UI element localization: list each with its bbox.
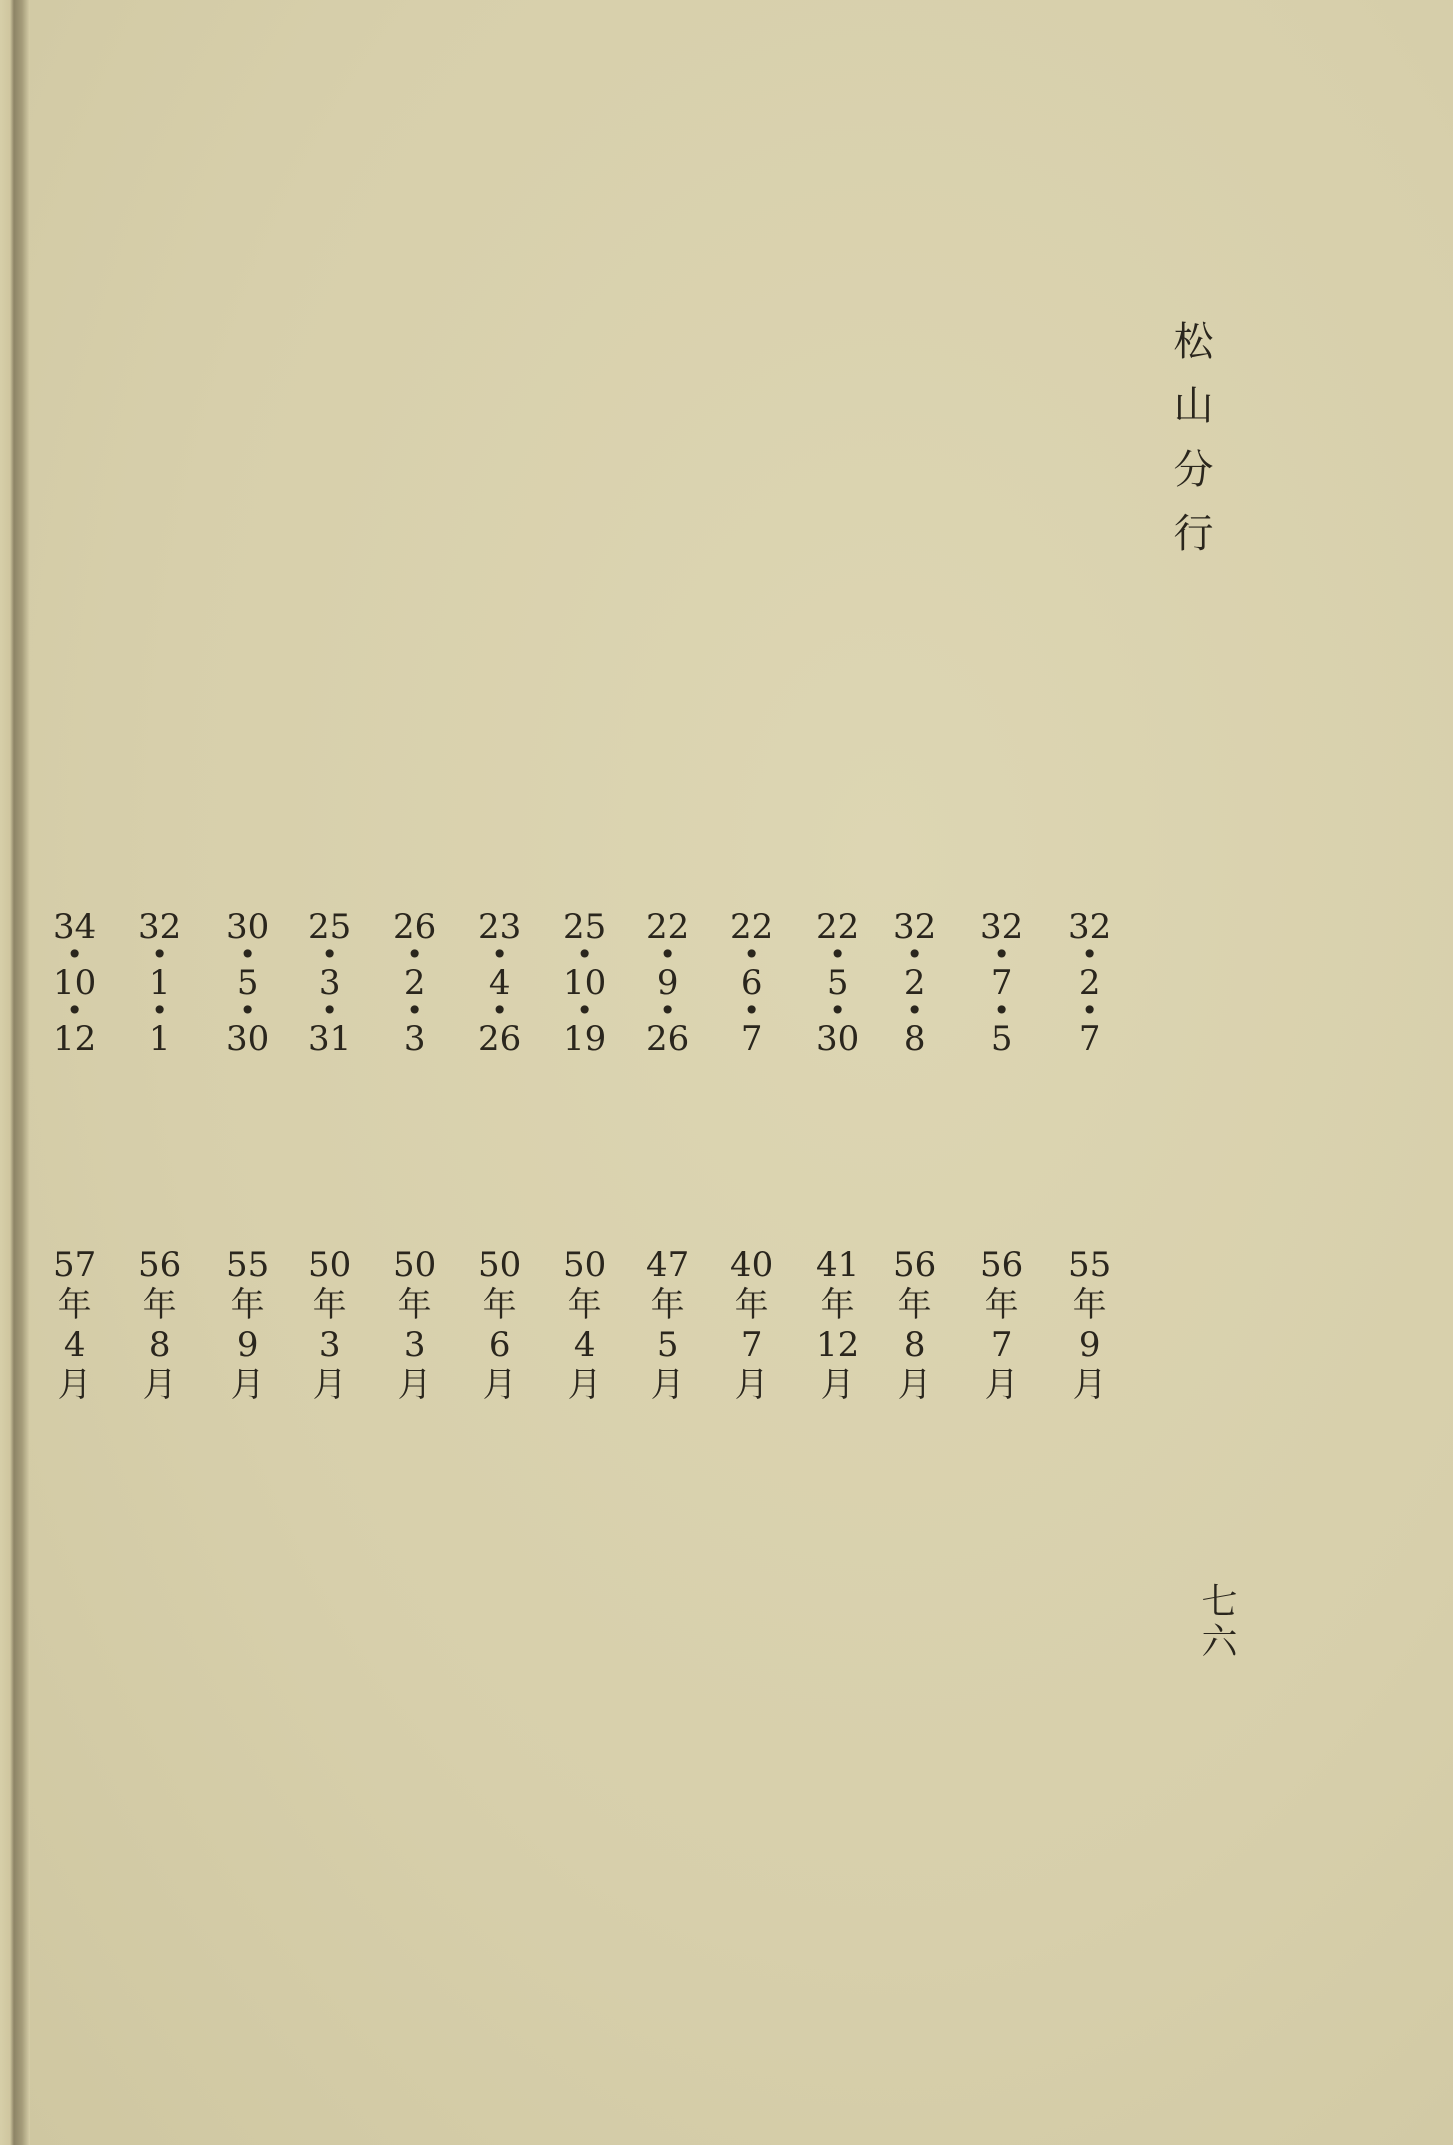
birth-date-part: 3 <box>318 963 341 1003</box>
birth-date <box>53 907 97 1059</box>
date-separator-dot: • <box>993 994 1010 1027</box>
birth-date-part: 26 <box>646 1019 690 1059</box>
birth-date <box>563 907 607 1059</box>
birth-date-part: 30 <box>226 1019 270 1059</box>
year-suffix: 年 <box>230 1285 265 1325</box>
birth-date-part: 2 <box>1078 963 1101 1003</box>
document-page <box>30 0 1453 2145</box>
month-suffix: 月 <box>897 1365 932 1405</box>
join-year: 47 <box>646 1245 690 1285</box>
join-month: 12 <box>816 1325 860 1365</box>
join-date <box>308 1245 351 1405</box>
date-separator-dot: • <box>151 994 168 1027</box>
year-suffix: 年 <box>734 1285 769 1325</box>
birth-date-part: 1 <box>148 1019 171 1059</box>
join-month: 5 <box>656 1325 679 1365</box>
month-suffix: 月 <box>734 1365 769 1405</box>
join-year: 50 <box>478 1245 522 1285</box>
year-suffix: 年 <box>650 1285 685 1325</box>
birth-date-part: 30 <box>816 1019 860 1059</box>
join-year: 41 <box>816 1245 860 1285</box>
join-year: 40 <box>730 1245 774 1285</box>
date-separator-dot: • <box>576 994 593 1027</box>
date-separator-dot: • <box>829 938 846 971</box>
join-year: 56 <box>893 1245 937 1285</box>
birth-date-part: 32 <box>980 907 1024 947</box>
birth-date-part: 5 <box>990 1019 1013 1059</box>
birth-date <box>980 907 1024 1059</box>
date-separator-dot: • <box>406 994 423 1027</box>
date-separator-dot: • <box>491 938 508 971</box>
year-suffix: 年 <box>312 1285 347 1325</box>
join-year: 56 <box>980 1245 1024 1285</box>
birth-date-part: 3 <box>403 1019 426 1059</box>
join-month: 9 <box>236 1325 259 1365</box>
join-date <box>226 1245 269 1405</box>
birth-date-part: 22 <box>816 907 860 947</box>
birth-date-part: 10 <box>53 963 97 1003</box>
join-month: 3 <box>318 1325 341 1365</box>
year-suffix: 年 <box>820 1285 855 1325</box>
birth-date-part: 32 <box>138 907 182 947</box>
join-date <box>1068 1245 1111 1405</box>
birth-date <box>478 907 522 1059</box>
join-date <box>563 1245 606 1405</box>
date-separator-dot: • <box>993 938 1010 971</box>
date-separator-dot: • <box>151 938 168 971</box>
date-separator-dot: • <box>659 994 676 1027</box>
join-date <box>138 1245 181 1405</box>
date-separator-dot: • <box>66 938 83 971</box>
birth-date-part: 22 <box>646 907 690 947</box>
birth-date-part: 30 <box>226 907 270 947</box>
year-suffix: 年 <box>482 1285 517 1325</box>
birth-date-part: 7 <box>990 963 1013 1003</box>
join-date <box>393 1245 436 1405</box>
birth-date-part: 22 <box>730 907 774 947</box>
page-number: 七六 <box>1196 1582 1237 1662</box>
date-separator-dot: • <box>743 938 760 971</box>
month-suffix: 月 <box>230 1365 265 1405</box>
birth-date-part: 9 <box>656 963 679 1003</box>
date-separator-dot: • <box>406 938 423 971</box>
birth-date-part: 4 <box>488 963 511 1003</box>
birth-date-part: 12 <box>53 1019 97 1059</box>
month-suffix: 月 <box>397 1365 432 1405</box>
join-date <box>980 1245 1023 1405</box>
birth-date-part: 23 <box>478 907 522 947</box>
date-separator-dot: • <box>659 938 676 971</box>
year-suffix: 年 <box>984 1285 1019 1325</box>
join-date <box>816 1245 859 1405</box>
birth-date-part: 2 <box>403 963 426 1003</box>
birth-date-part: 2 <box>903 963 926 1003</box>
year-suffix: 年 <box>567 1285 602 1325</box>
date-separator-dot: • <box>829 994 846 1027</box>
date-separator-dot: • <box>491 994 508 1027</box>
month-suffix: 月 <box>820 1365 855 1405</box>
birth-date-part: 25 <box>563 907 607 947</box>
date-separator-dot: • <box>743 994 760 1027</box>
birth-date <box>1068 907 1112 1059</box>
join-month: 7 <box>990 1325 1013 1365</box>
birth-date-part: 5 <box>236 963 259 1003</box>
birth-date <box>816 907 860 1059</box>
birth-date <box>138 907 182 1059</box>
join-month: 6 <box>488 1325 511 1365</box>
birth-date-part: 6 <box>740 963 763 1003</box>
join-month: 8 <box>148 1325 171 1365</box>
birth-date <box>646 907 690 1059</box>
join-year: 56 <box>138 1245 182 1285</box>
birth-date-part: 34 <box>53 907 97 947</box>
date-separator-dot: • <box>1081 994 1098 1027</box>
join-date <box>646 1245 689 1405</box>
month-suffix: 月 <box>984 1365 1019 1405</box>
birth-date-part: 32 <box>1068 907 1112 947</box>
year-suffix: 年 <box>142 1285 177 1325</box>
join-month: 3 <box>403 1325 426 1365</box>
birth-date <box>308 907 352 1059</box>
join-month: 4 <box>573 1325 596 1365</box>
year-suffix: 年 <box>897 1285 932 1325</box>
join-year: 50 <box>393 1245 437 1285</box>
birth-date <box>393 907 437 1059</box>
month-suffix: 月 <box>312 1365 347 1405</box>
join-date <box>893 1245 936 1405</box>
month-suffix: 月 <box>142 1365 177 1405</box>
birth-date-part: 1 <box>148 963 171 1003</box>
date-separator-dot: • <box>239 938 256 971</box>
join-year: 55 <box>1068 1245 1112 1285</box>
birth-date-part: 26 <box>478 1019 522 1059</box>
birth-date-part: 31 <box>308 1019 352 1059</box>
month-suffix: 月 <box>482 1365 517 1405</box>
join-year: 50 <box>308 1245 352 1285</box>
join-year: 57 <box>53 1245 97 1285</box>
birth-date-part: 7 <box>740 1019 763 1059</box>
join-date <box>478 1245 521 1405</box>
month-suffix: 月 <box>650 1365 685 1405</box>
join-month: 8 <box>903 1325 926 1365</box>
birth-date <box>226 907 270 1059</box>
birth-date <box>893 907 937 1059</box>
date-separator-dot: • <box>906 938 923 971</box>
month-suffix: 月 <box>57 1365 92 1405</box>
join-month: 9 <box>1078 1325 1101 1365</box>
birth-date-part: 19 <box>563 1019 607 1059</box>
month-suffix: 月 <box>567 1365 602 1405</box>
year-suffix: 年 <box>1072 1285 1107 1325</box>
year-suffix: 年 <box>397 1285 432 1325</box>
date-separator-dot: • <box>66 994 83 1027</box>
date-separator-dot: • <box>1081 938 1098 971</box>
year-suffix: 年 <box>57 1285 92 1325</box>
join-year: 50 <box>563 1245 607 1285</box>
book-spine-shadow <box>0 0 30 2145</box>
birth-date-part: 7 <box>1078 1019 1101 1059</box>
birth-date-part: 10 <box>563 963 607 1003</box>
join-date <box>53 1245 96 1405</box>
date-separator-dot: • <box>576 938 593 971</box>
birth-date <box>730 907 774 1059</box>
birth-date-part: 25 <box>308 907 352 947</box>
branch-heading: 松山分行 <box>1167 320 1213 576</box>
join-date <box>730 1245 773 1405</box>
birth-date-part: 5 <box>826 963 849 1003</box>
join-year: 55 <box>226 1245 270 1285</box>
birth-date-part: 8 <box>903 1019 926 1059</box>
join-month: 4 <box>63 1325 86 1365</box>
join-month: 7 <box>740 1325 763 1365</box>
birth-date-part: 32 <box>893 907 937 947</box>
date-separator-dot: • <box>239 994 256 1027</box>
date-separator-dot: • <box>906 994 923 1027</box>
birth-date-part: 26 <box>393 907 437 947</box>
month-suffix: 月 <box>1072 1365 1107 1405</box>
date-separator-dot: • <box>321 938 338 971</box>
date-separator-dot: • <box>321 994 338 1027</box>
